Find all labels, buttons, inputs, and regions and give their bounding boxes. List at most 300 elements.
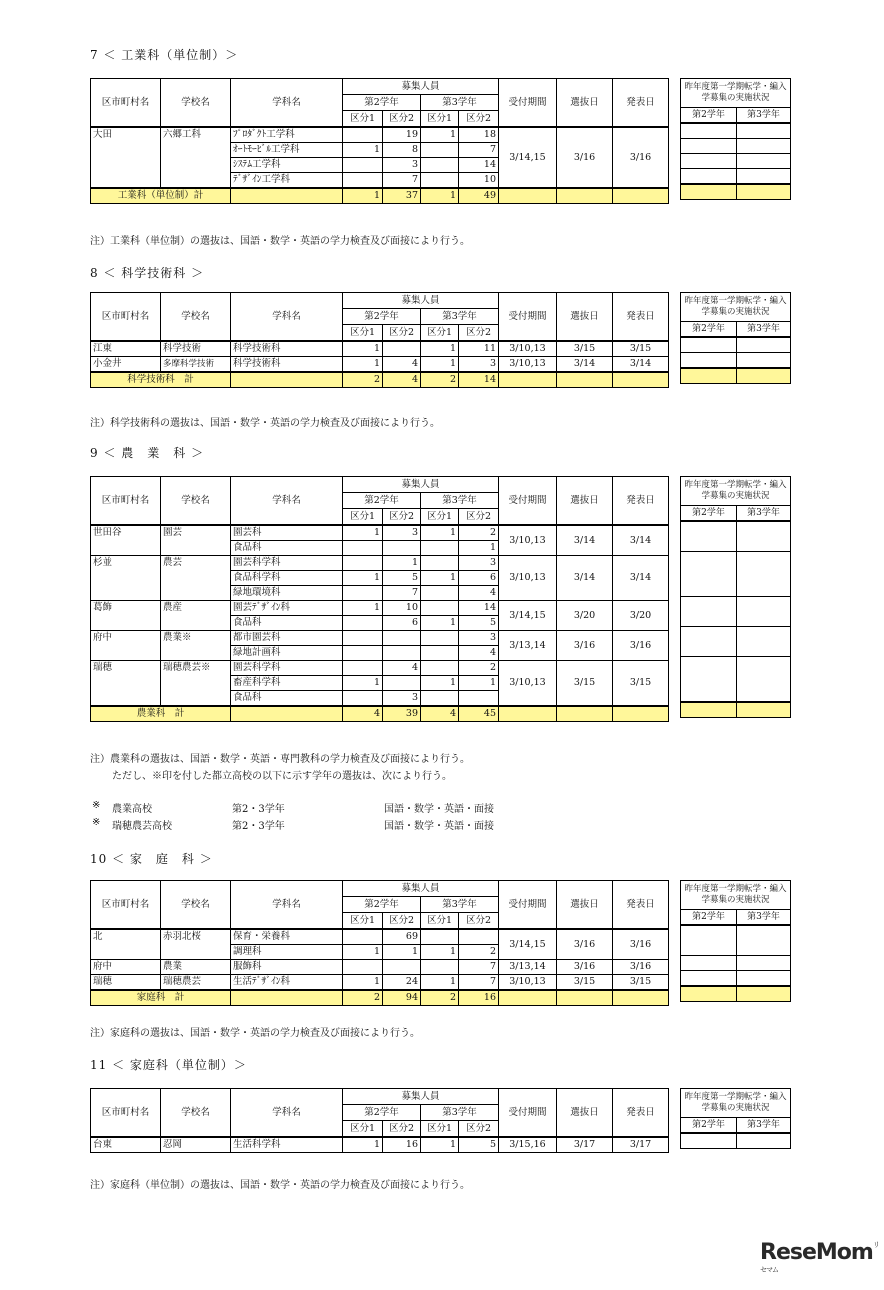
total-val: 4: [421, 706, 459, 722]
cell-val: [383, 341, 421, 357]
cell-val: [383, 646, 421, 661]
table-row: [91, 556, 669, 571]
cell-dept: 科学技術科: [231, 341, 343, 357]
cell-val: 69: [383, 929, 421, 945]
cell-val: [421, 556, 459, 571]
cell-val: 14: [459, 158, 499, 173]
cell-val: [421, 173, 459, 189]
section-title-9: 9 ＜ 農 業 科 ＞: [90, 446, 205, 460]
side-table-industrial: [680, 78, 791, 200]
section-title-8: 8 ＜ 科学技術科 ＞: [90, 266, 205, 280]
cell-val: [421, 631, 459, 646]
cell-happyo: 3/16: [613, 631, 669, 661]
cell-uketsuke: 3/14,15: [499, 127, 557, 188]
cell-dept: 生活科学科: [231, 1137, 343, 1153]
cell-val: [343, 631, 383, 646]
hdr-boshu: 募集人員: [343, 881, 499, 897]
table-row: [91, 960, 669, 975]
total-row: [91, 990, 669, 1006]
hdr-ward: 区市町村名: [91, 79, 161, 128]
note: 注）農業科の選抜は、国語・数学・英語・専門教科の学力検査及び面接により行う。: [90, 754, 470, 765]
total-label: 工業科（単位制）計: [91, 188, 231, 204]
side-g2: 第2学年: [681, 506, 737, 522]
cell-val: [343, 616, 383, 631]
hdr-boshu: 募集人員: [343, 477, 499, 493]
total-val: 1: [421, 188, 459, 204]
cell-uketsuke: 3/14,15: [499, 929, 557, 960]
cell-val: 5: [459, 1137, 499, 1153]
cell-ward: 瑞穂: [91, 661, 161, 707]
cell-val: 1: [421, 357, 459, 373]
list-school: 瑞穂農芸高校: [112, 821, 172, 832]
hdr-boshu: 募集人員: [343, 79, 499, 95]
cell-ward: 府中: [91, 631, 161, 661]
cell-school: 園芸: [161, 525, 231, 556]
side-title: 昨年度第一学期転学・編入学募集の実施状況: [681, 79, 791, 108]
cell-happyo: 3/15: [613, 341, 669, 357]
table-row: [91, 341, 669, 357]
table-industrial: [90, 78, 669, 204]
cell-val: [343, 541, 383, 556]
cell-val: [383, 631, 421, 646]
hdr-dept: 学科名: [231, 79, 343, 128]
cell-val: 1: [459, 676, 499, 691]
cell-val: 10: [383, 601, 421, 616]
hdr-dept: 学科名: [231, 881, 343, 930]
cell-val: 1: [421, 525, 459, 541]
cell-val: [421, 158, 459, 173]
table-science: [90, 292, 669, 388]
list-subj: 国語・数学・英語・面接: [384, 821, 494, 832]
note: 注）工業科（単位制）の選抜は、国語・数学・英語の学力検査及び面接により行う。: [90, 236, 470, 247]
cell-val: 1: [421, 616, 459, 631]
table-row: [91, 1137, 669, 1153]
cell-happyo: 3/15: [613, 975, 669, 991]
cell-val: 19: [383, 127, 421, 143]
total-val: 2: [421, 990, 459, 1006]
cell-ward: 瑞穂: [91, 975, 161, 991]
cell-dept: 保育・栄養科: [231, 929, 343, 945]
cell-happyo: 3/16: [613, 960, 669, 975]
side-title: 昨年度第一学期転学・編入学募集の実施状況: [681, 477, 791, 506]
cell-ward: 小金井: [91, 357, 161, 373]
cell-ward: 台東: [91, 1137, 161, 1153]
hdr-g3: 第3学年: [421, 493, 499, 509]
cell-val: 1: [421, 341, 459, 357]
cell-val: 7: [459, 960, 499, 975]
table-agriculture: [90, 476, 669, 722]
side-table-home: [680, 880, 791, 1002]
section-title-10: 10 ＜ 家 庭 科 ＞: [90, 852, 213, 866]
cell-dept: 都市園芸科: [231, 631, 343, 646]
cell-senbatsu: 3/15: [557, 341, 613, 357]
cell-ward: 大田: [91, 127, 161, 188]
hdr-ward: 区市町村名: [91, 293, 161, 342]
hdr-g3: 第3学年: [421, 1105, 499, 1121]
cell-dept: 園芸科学科: [231, 661, 343, 676]
logo-sub: リセマム: [760, 1241, 879, 1274]
cell-val: 1: [383, 945, 421, 960]
cell-val: 1: [421, 1137, 459, 1153]
cell-val: [421, 661, 459, 676]
cell-val: [343, 127, 383, 143]
cell-uketsuke: 3/10,13: [499, 661, 557, 707]
table-row: [91, 929, 669, 945]
list-grade: 第2・3学年: [232, 804, 285, 815]
cell-val: [383, 676, 421, 691]
cell-val: 4: [383, 357, 421, 373]
hdr-uketsuke: 受付期間: [499, 477, 557, 526]
cell-val: [343, 158, 383, 173]
hdr-ward: 区市町村名: [91, 477, 161, 526]
cell-val: 4: [459, 586, 499, 601]
cell-uketsuke: 3/13,14: [499, 631, 557, 661]
cell-uketsuke: 3/13,14: [499, 960, 557, 975]
cell-val: [421, 691, 459, 707]
cell-val: 3: [383, 691, 421, 707]
cell-ward: 世田谷: [91, 525, 161, 556]
cell-happyo: 3/15: [613, 661, 669, 707]
side-g2: 第2学年: [681, 1118, 737, 1134]
cell-dept: 食品科学科: [231, 571, 343, 586]
side-g3: 第3学年: [737, 506, 791, 522]
cell-ward: 葛飾: [91, 601, 161, 631]
cell-uketsuke: 3/14,15: [499, 601, 557, 631]
cell-dept: 食品科: [231, 691, 343, 707]
cell-dept: 畜産科学科: [231, 676, 343, 691]
cell-val: 1: [343, 975, 383, 991]
cell-happyo: 3/14: [613, 556, 669, 601]
cell-val: 11: [459, 341, 499, 357]
logo-brand: ReseMom: [760, 1240, 873, 1265]
cell-val: 1: [421, 676, 459, 691]
table-row: [91, 601, 669, 616]
cell-happyo: 3/16: [613, 127, 669, 188]
cell-senbatsu: 3/14: [557, 525, 613, 556]
cell-val: 4: [383, 661, 421, 676]
total-val: 49: [459, 188, 499, 204]
hdr-senbatsu: 選抜日: [557, 79, 613, 128]
hdr-k2: 区分2: [383, 509, 421, 526]
total-row: [91, 372, 669, 388]
side-title: 昨年度第一学期転学・編入学募集の実施状況: [681, 293, 791, 322]
side-g3: 第3学年: [737, 910, 791, 926]
hdr-k1: 区分1: [421, 111, 459, 128]
total-val: 4: [383, 372, 421, 388]
cell-val: 2: [459, 525, 499, 541]
cell-ward: 杉並: [91, 556, 161, 601]
cell-val: 1: [421, 127, 459, 143]
side-g3: 第3学年: [737, 108, 791, 124]
hdr-uketsuke: 受付期間: [499, 881, 557, 930]
cell-val: 24: [383, 975, 421, 991]
cell-dept: ﾌﾟﾛﾀﾞｸﾄ工学科: [231, 127, 343, 143]
cell-senbatsu: 3/15: [557, 975, 613, 991]
cell-val: 1: [343, 676, 383, 691]
hdr-school: 学校名: [161, 477, 231, 526]
cell-dept: 調理科: [231, 945, 343, 960]
cell-dept: 園芸科: [231, 525, 343, 541]
hdr-k2: 区分2: [459, 913, 499, 930]
cell-dept: ｼｽﾃﾑ工学科: [231, 158, 343, 173]
hdr-k1: 区分1: [343, 325, 383, 342]
cell-school: 瑞穂農芸: [161, 975, 231, 991]
side-g3: 第3学年: [737, 322, 791, 338]
cell-ward: 北: [91, 929, 161, 960]
cell-val: 4: [459, 646, 499, 661]
cell-val: 1: [343, 341, 383, 357]
cell-dept: ｵｰﾄﾓｰﾋﾞﾙ工学科: [231, 143, 343, 158]
cell-val: 1: [343, 945, 383, 960]
cell-val: [343, 661, 383, 676]
hdr-k2: 区分2: [459, 111, 499, 128]
total-val: 2: [421, 372, 459, 388]
cell-val: 3: [383, 525, 421, 541]
section-title-11: 11 ＜ 家庭科（単位制）＞: [90, 1058, 247, 1072]
hdr-dept: 学科名: [231, 1089, 343, 1138]
cell-school: 農産: [161, 601, 231, 631]
cell-val: [343, 929, 383, 945]
total-label: 科学技術科 計: [91, 372, 231, 388]
cell-val: 7: [383, 173, 421, 189]
cell-dept: ﾃﾞｻﾞｲﾝ工学科: [231, 173, 343, 189]
hdr-happyo: 発表日: [613, 881, 669, 930]
cell-school: 六郷工科: [161, 127, 231, 188]
side-g2: 第2学年: [681, 322, 737, 338]
total-val: 37: [383, 188, 421, 204]
hdr-ward: 区市町村名: [91, 1089, 161, 1138]
cell-val: 6: [383, 616, 421, 631]
total-val: 45: [459, 706, 499, 722]
cell-dept: 服飾科: [231, 960, 343, 975]
cell-val: [343, 646, 383, 661]
cell-dept: 生活ﾃﾞｻﾞｲﾝ科: [231, 975, 343, 991]
hdr-senbatsu: 選抜日: [557, 293, 613, 342]
cell-val: [421, 586, 459, 601]
hdr-k1: 区分1: [421, 913, 459, 930]
hdr-g2: 第2学年: [343, 309, 421, 325]
total-label: 家庭科 計: [91, 990, 231, 1006]
list-mark: ※: [92, 800, 101, 811]
cell-uketsuke: 3/10,13: [499, 556, 557, 601]
cell-uketsuke: 3/10,13: [499, 525, 557, 556]
side-table-home-unit: [680, 1088, 791, 1149]
hdr-senbatsu: 選抜日: [557, 1089, 613, 1138]
cell-val: 3: [383, 158, 421, 173]
cell-val: [343, 960, 383, 975]
cell-happyo: 3/20: [613, 601, 669, 631]
cell-senbatsu: 3/16: [557, 631, 613, 661]
cell-val: 1: [343, 357, 383, 373]
cell-dept: 緑地環境科: [231, 586, 343, 601]
hdr-g2: 第2学年: [343, 493, 421, 509]
cell-val: 1: [421, 975, 459, 991]
hdr-g2: 第2学年: [343, 897, 421, 913]
hdr-k2: 区分2: [459, 509, 499, 526]
hdr-boshu: 募集人員: [343, 1089, 499, 1105]
hdr-school: 学校名: [161, 881, 231, 930]
cell-val: 5: [383, 571, 421, 586]
hdr-k1: 区分1: [421, 325, 459, 342]
cell-senbatsu: 3/15: [557, 661, 613, 707]
total-val: 94: [383, 990, 421, 1006]
cell-val: 3: [459, 357, 499, 373]
cell-happyo: 3/16: [613, 929, 669, 960]
hdr-k2: 区分2: [383, 325, 421, 342]
side-title: 昨年度第一学期転学・編入学募集の実施状況: [681, 1089, 791, 1118]
hdr-happyo: 発表日: [613, 477, 669, 526]
resemom-logo: [760, 1240, 884, 1290]
cell-val: [421, 960, 459, 975]
hdr-k1: 区分1: [421, 1121, 459, 1138]
cell-val: 3: [459, 631, 499, 646]
cell-val: [343, 586, 383, 601]
cell-val: [421, 601, 459, 616]
hdr-ward: 区市町村名: [91, 881, 161, 930]
note: 注）科学技術科の選抜は、国語・数学・英語の学力検査及び面接により行う。: [90, 418, 440, 429]
cell-school: 忍岡: [161, 1137, 231, 1153]
cell-uketsuke: 3/10,13: [499, 357, 557, 373]
hdr-school: 学校名: [161, 79, 231, 128]
total-val: 2: [343, 990, 383, 1006]
total-val: 16: [459, 990, 499, 1006]
section-title-7: 7 ＜ 工業科（単位制）＞: [90, 48, 239, 62]
cell-happyo: 3/17: [613, 1137, 669, 1153]
cell-senbatsu: 3/17: [557, 1137, 613, 1153]
cell-dept: 食品科: [231, 616, 343, 631]
cell-school: 赤羽北桜: [161, 929, 231, 960]
cell-dept: 緑地計画科: [231, 646, 343, 661]
cell-senbatsu: 3/16: [557, 929, 613, 960]
cell-val: 7: [459, 143, 499, 158]
hdr-k2: 区分2: [383, 913, 421, 930]
table-row: [91, 661, 669, 676]
hdr-happyo: 発表日: [613, 1089, 669, 1138]
hdr-g2: 第2学年: [343, 1105, 421, 1121]
cell-val: 6: [459, 571, 499, 586]
total-val: 4: [343, 706, 383, 722]
table-home-unit: [90, 1088, 669, 1153]
hdr-k1: 区分1: [343, 913, 383, 930]
cell-senbatsu: 3/16: [557, 127, 613, 188]
cell-val: [421, 646, 459, 661]
total-row: [91, 188, 669, 204]
table-row: [91, 525, 669, 541]
cell-school: 農業※: [161, 631, 231, 661]
side-table-science: [680, 292, 791, 384]
cell-happyo: 3/14: [613, 357, 669, 373]
note: 注）家庭科の選抜は、国語・数学・英語の学力検査及び面接により行う。: [90, 1028, 420, 1039]
cell-dept: 園芸ﾃﾞｻﾞｲﾝ科: [231, 601, 343, 616]
cell-val: 16: [383, 1137, 421, 1153]
list-grade: 第2・3学年: [232, 821, 285, 832]
hdr-senbatsu: 選抜日: [557, 881, 613, 930]
cell-dept: 園芸科学科: [231, 556, 343, 571]
hdr-happyo: 発表日: [613, 293, 669, 342]
hdr-k2: 区分2: [383, 111, 421, 128]
hdr-senbatsu: 選抜日: [557, 477, 613, 526]
table-row: [91, 357, 669, 373]
hdr-g3: 第3学年: [421, 95, 499, 111]
side-g2: 第2学年: [681, 910, 737, 926]
cell-val: 1: [421, 571, 459, 586]
cell-val: 7: [383, 586, 421, 601]
cell-val: [343, 173, 383, 189]
hdr-school: 学校名: [161, 293, 231, 342]
list-school: 農業高校: [112, 804, 152, 815]
list-subj: 国語・数学・英語・面接: [384, 804, 494, 815]
cell-val: [383, 960, 421, 975]
cell-happyo: 3/14: [613, 525, 669, 556]
hdr-k1: 区分1: [343, 509, 383, 526]
cell-val: 1: [383, 556, 421, 571]
cell-val: [383, 541, 421, 556]
hdr-k2: 区分2: [459, 1121, 499, 1138]
cell-school: 農業: [161, 960, 231, 975]
table-row: [91, 631, 669, 646]
cell-val: 1: [459, 541, 499, 556]
cell-val: [421, 143, 459, 158]
cell-senbatsu: 3/14: [557, 556, 613, 601]
side-title: 昨年度第一学期転学・編入学募集の実施状況: [681, 881, 791, 910]
hdr-g2: 第2学年: [343, 95, 421, 111]
total-val: 14: [459, 372, 499, 388]
total-val: 2: [343, 372, 383, 388]
hdr-school: 学校名: [161, 1089, 231, 1138]
hdr-uketsuke: 受付期間: [499, 79, 557, 128]
hdr-k1: 区分1: [421, 509, 459, 526]
cell-val: 2: [459, 661, 499, 676]
cell-val: [343, 691, 383, 707]
cell-val: [421, 541, 459, 556]
hdr-dept: 学科名: [231, 293, 343, 342]
cell-val: 1: [343, 143, 383, 158]
hdr-dept: 学科名: [231, 477, 343, 526]
cell-val: 1: [343, 571, 383, 586]
cell-val: [459, 691, 499, 707]
cell-val: [421, 929, 459, 945]
note: 注）家庭科（単位制）の選抜は、国語・数学・英語の学力検査及び面接により行う。: [90, 1180, 470, 1191]
total-val: 39: [383, 706, 421, 722]
cell-school: 農芸: [161, 556, 231, 601]
cell-ward: 江東: [91, 341, 161, 357]
hdr-boshu: 募集人員: [343, 293, 499, 309]
cell-val: 2: [459, 945, 499, 960]
table-row: [91, 127, 669, 143]
hdr-g3: 第3学年: [421, 309, 499, 325]
table-row: [91, 975, 669, 991]
cell-ward: 府中: [91, 960, 161, 975]
cell-val: [459, 929, 499, 945]
side-table-agriculture: [680, 476, 791, 718]
cell-senbatsu: 3/14: [557, 357, 613, 373]
hdr-g3: 第3学年: [421, 897, 499, 913]
side-g2: 第2学年: [681, 108, 737, 124]
cell-val: [343, 556, 383, 571]
cell-val: 10: [459, 173, 499, 189]
cell-dept: 食品科: [231, 541, 343, 556]
cell-school: 瑞穂農芸※: [161, 661, 231, 707]
cell-val: 7: [459, 975, 499, 991]
cell-val: 5: [459, 616, 499, 631]
cell-senbatsu: 3/16: [557, 960, 613, 975]
cell-val: 1: [343, 601, 383, 616]
list-mark: ※: [92, 817, 101, 828]
note-2: ただし、※印を付した都立高校の以下に示す学年の選抜は、次により行う。: [112, 771, 452, 782]
cell-val: 8: [383, 143, 421, 158]
cell-val: 14: [459, 601, 499, 616]
total-label: 農業科 計: [91, 706, 231, 722]
